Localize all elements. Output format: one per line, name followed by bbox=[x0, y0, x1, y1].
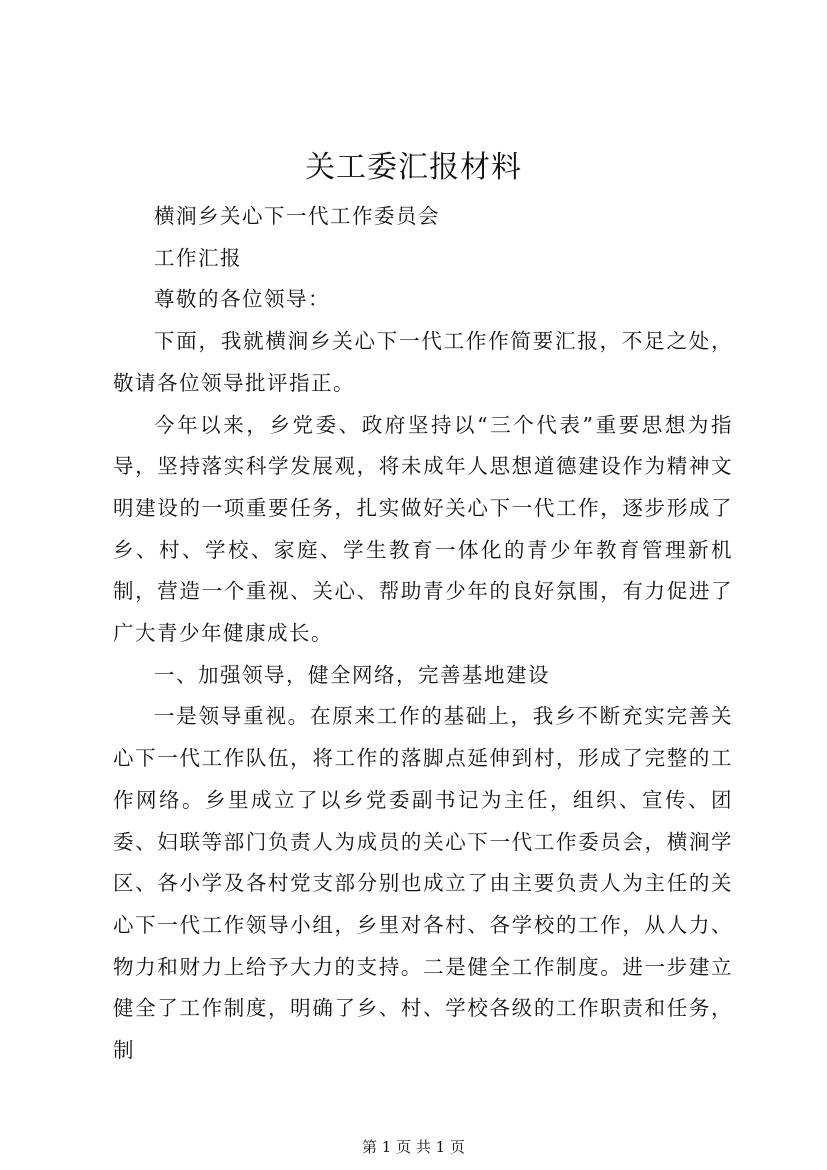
section-heading-1: 一、加强领导，健全网络，完善基地建设 bbox=[154, 662, 550, 687]
document-body bbox=[113, 196, 733, 1072]
paragraph-salutation: 尊敬的各位领导： bbox=[154, 287, 330, 312]
paragraph-intro: 下面，我就横涧乡关心下一代工作作简要汇报，不足之处，敬请各位领导批评指正。 bbox=[113, 329, 733, 395]
paragraph-section-1: 一是领导重视。在原来工作的基础上，我乡不断充实完善关心下一代工作队伍，将工作的落脚点延伸到村，形成了完整的工作网络。乡里成立了以乡党委副书记为主任，组织、宣传、团委、妇联等部门负责人为成员的关心下一代工作委员会，横涧学区、各小学及各村党支部分别也成立了由主要负责人为主任的关心下一代工作领导小组，乡里对各村、各学校的工作，从人力、物力和财力上给予大力的支持。二是健全工作制度。进一步建立健全了工作制度，明确了乡、村、学校各级的工作职责和任务，制 bbox=[113, 704, 733, 1063]
paragraph-report-heading: 工作汇报 bbox=[154, 245, 242, 270]
document-title: 关工委汇报材料 bbox=[305, 150, 522, 185]
paragraph-organization: 横涧乡关心下一代工作委员会 bbox=[154, 204, 440, 228]
page-number-footer: 第 1 页 共 1 页 bbox=[362, 1138, 465, 1156]
paragraph-overview: 今年以来，乡党委、政府坚持以“三个代表”重要思想为指导，坚持落实科学发展观，将未成年人思想道德建设作为精神文明建设的一项重要任务，扎实做好关心下一代工作，逐步形成了乡、村、学校、家庭、学生教育一体化的青少年教育管理新机制，营造一个重视、关心、帮助青少年的良好氛围，有力促进了广大青少年健康成长。 bbox=[113, 412, 733, 646]
